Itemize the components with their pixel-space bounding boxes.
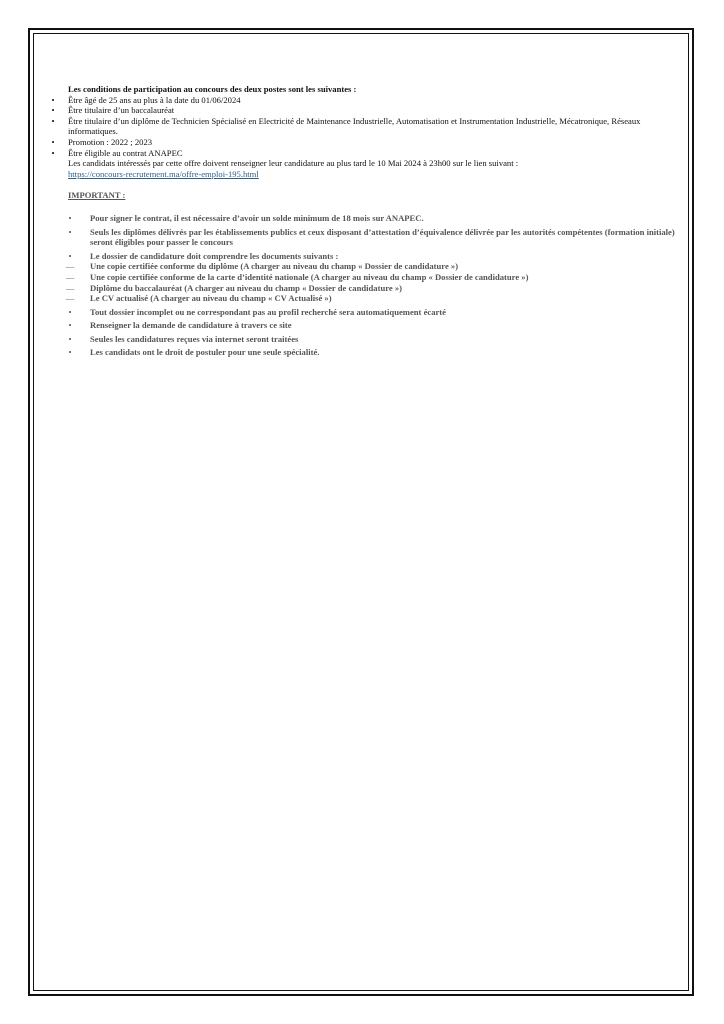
important-title: IMPORTANT : [68, 190, 126, 201]
application-link[interactable]: https://concours-recrutement.ma/offre-emploi-195.html [68, 168, 259, 179]
important-subitem: — Le CV actualisé (A charger au niveau du champ « CV Actualisé ») [48, 293, 678, 304]
condition-item: • Être éligible au contrat ANAPEC [48, 148, 678, 159]
bullet-icon: • [68, 250, 72, 261]
deadline-paragraph: Les candidats intéressés par cette offre doivent renseigner leur candidature au plus tard le 10 Mai 2024 à 23h00 sur le lien suivant : [68, 158, 519, 169]
important-item: • Le dossier de candidature doit comprendre les documents suivants : [48, 251, 678, 262]
condition-item: • Promotion : 2022 ; 2023 [48, 137, 678, 148]
important-list [48, 213, 678, 358]
condition-item: • Être titulaire d’un baccalauréat [48, 105, 678, 116]
important-item: • Tout dossier incomplet ou ne correspondant pas au profil recherché sera automatiquement écarté [48, 307, 678, 318]
document-body [48, 84, 678, 361]
important-item: • Seules les candidatures reçues via internet seront traitées [48, 334, 678, 345]
important-subitem: — Une copie certifiée conforme de la carte d’identité nationale (A charger au niveau du champ « Dossier de candidature ») [48, 272, 678, 283]
conditions-list [48, 95, 678, 159]
bullet-icon: • [51, 94, 55, 105]
important-subitem: — Diplôme du baccalauréat (A charger au niveau du champ « Dossier de candidature ») [48, 283, 678, 294]
bullet-icon: • [51, 147, 55, 158]
bullet-icon: • [68, 212, 72, 223]
bullet-icon: • [68, 347, 72, 358]
important-item: • Les candidats ont le droit de postuler pour une seule spécialité. [48, 347, 678, 358]
bullet-icon: • [51, 105, 55, 116]
important-item: • Renseigner la demande de candidature à travers ce site [48, 320, 678, 331]
bullet-icon: • [68, 306, 72, 317]
bullet-icon: • [68, 226, 72, 237]
dash-icon: — [65, 282, 75, 293]
bullet-icon: • [68, 320, 72, 331]
condition-item: • Être titulaire d’un diplôme de Technicien Spécialisé en Electricité de Maintenance Industrielle, Automatisation et Instrumentation Industrielle, Mécatronique, Réseaux informatiques. [48, 116, 678, 137]
bullet-icon: • [68, 333, 72, 344]
condition-item: • Être âgé de 25 ans au plus à la date du 01/06/2024 [48, 95, 678, 106]
conditions-heading: Les conditions de participation au concours des deux postes sont les suivantes : [68, 84, 357, 94]
bullet-icon: • [51, 136, 55, 147]
important-item: • Pour signer le contrat, il est nécessaire d’avoir un solde minimum de 18 mois sur ANAPEC. [48, 213, 678, 224]
important-subitem: — Une copie certifiée conforme du diplôme (A charger au niveau du champ « Dossier de candidature ») [48, 261, 678, 272]
important-item: • Seuls les diplômes délivrés par les établissements publics et ceux disposant d’attestation d’équivalence délivrée par les autorités compétentes (formation initiale) seront éligibles pour passer le concours [48, 227, 678, 248]
dash-icon: — [65, 293, 75, 304]
bullet-icon: • [51, 115, 55, 126]
dash-icon: — [65, 271, 75, 282]
dash-icon: — [65, 261, 75, 272]
